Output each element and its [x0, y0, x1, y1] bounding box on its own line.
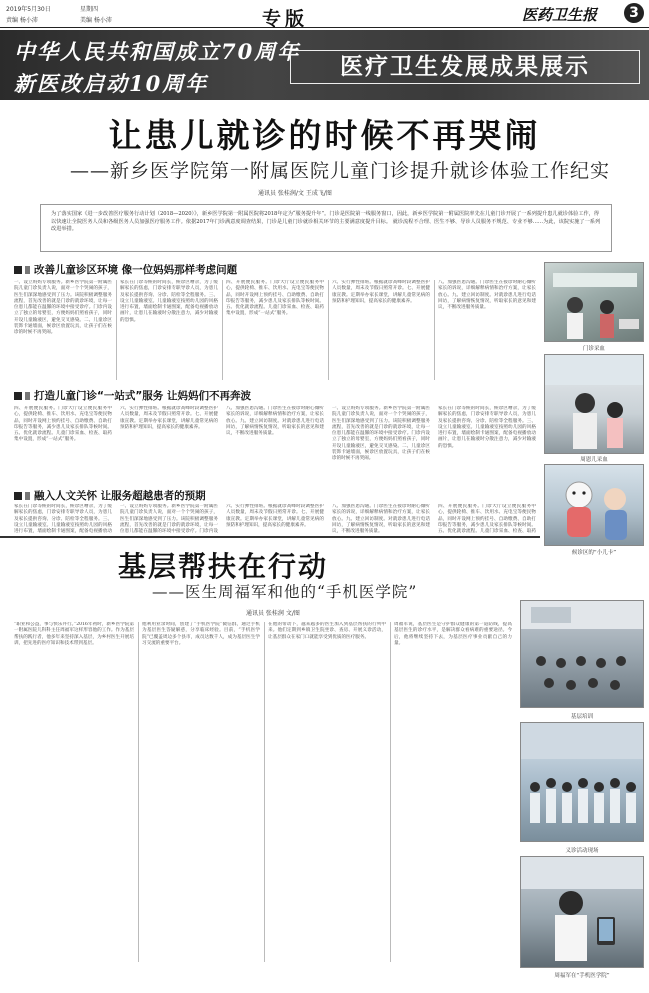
article1-column-1: 一、设立妈妈专项服务。新乡医学院第一附属医院儿童门诊负责人说，面对一个个哭闹的孩子，医生们深深地感受到了压力。该院积极调整服务流程，首先改善的就是门诊的就诊环境，让每一位患儿都能在温馨的环境中接受诊疗。门诊内设立了独立的母婴室，方便妈妈们照看孩子，同时开设儿童输液区，避免交叉感染。二、儿童诊区装饰卡通墙面，候诊区放置玩具，让孩子们在候诊的时候不再哭闹。 — [14, 280, 112, 336]
column-rule — [116, 280, 117, 380]
article1-column-4b: 一、设立妈妈专项服务。新乡医学院第一附属医院儿童门诊负责人说，面对一个个哭闹的孩子，医生们深深地感受到了压力。该院积极调整服务流程，首先改善的就是门诊的就诊环境，让每一位患儿都能在温馨的环境中接受诊疗。门诊内设立了独立的母婴室，方便妈妈们照看孩子，同时开设儿童输液区，避免交叉感染。二、儿童诊区装饰卡通墙面，候诊区放置玩具，让孩子们在候诊的时候不再哭闹。 — [332, 406, 430, 462]
heading-square-icon — [14, 492, 22, 500]
article2-headline: 基层帮扶在行动 — [118, 550, 329, 583]
section-heading-3-text: 融入人文关怀 让服务超越患者的预期 — [34, 490, 206, 502]
photo-grassroots-training — [520, 600, 644, 708]
newspaper-logo: 医药卫生报 — [522, 6, 598, 24]
photo-waiting-area — [544, 464, 644, 546]
photo-blood-draw — [544, 262, 644, 342]
article1-column-4: 六、实行弹性排班。根据就诊高峰时段调整医护人员数量，周末及节假日照常开诊。七、开展健康宣教。定期举办家长课堂，讲解儿童常见病的预防和护理知识，提高家长的健康素养。 — [332, 280, 430, 304]
designer-credit: 美编 杨小沛 — [80, 17, 112, 24]
article2-byline: 通讯员 张桂润 文/图 — [246, 610, 300, 617]
classroom-illustration — [521, 601, 644, 708]
article1-column-2: 家长在门诊等候的时间长，候诊区嘈杂，为了缓解家长的焦虑，门诊安排专职导诊人员，为患儿及家长提供咨询、分诊、陪检等全程服务。三、设立儿童输液室。儿童输液室按照幼儿园的风格进行布置，墙面绘制卡通图案，配备电视播放动画片，让患儿在输液时分散注意力，减少对输液的恐惧。 — [120, 280, 218, 323]
article1-column-3: 四、开展便民服务。门诊大厅设立便民服务中心，提供轮椅、推车、饮用水、充电宝等便民物品，同时开设网上预约挂号、自助缴费、自助打印报告等服务，减少患儿及家长排队等候时间。五、优化就诊流程。儿童门诊采血、检查、取药集中设置，形成“一站式”服务。 — [226, 280, 324, 317]
article2-column-1: “职业和公益，事与快乐并行。”2016年初时，新乡医学院第一附属医院儿科科主任周福军这样形容他的工作。作为基层帮扶的践行者，他多年来坚持深入基层，为乡村医生开展培训，把先进的医疗知识和技术带到基层。 — [14, 622, 134, 646]
banner-line-1: 中华人民共和国成立70周年 — [14, 39, 301, 64]
column-rule — [264, 622, 265, 962]
article1-byline: 通讯员 张桂润/文 王成飞/图 — [258, 190, 332, 197]
article2-subheadline: ——医生周福军和他的“手机医学院” — [152, 583, 418, 601]
people-illustration — [545, 263, 644, 342]
section-heading-1 — [14, 262, 237, 277]
photo-caption-2: 周恩儿采血 — [580, 457, 608, 463]
article1-column-2c: 一、设立妈妈专项服务。新乡医学院第一附属医院儿童门诊负责人说，面对一个个哭闹的孩子，医生们深深地感受到了压力。该院积极调整服务流程，首先改善的就是门诊的就诊环境，让每一位患儿都能在温馨的环境中接受诊疗。门诊内设 — [120, 504, 218, 534]
article1-headline: 让患儿就诊的时候不再哭闹 — [108, 116, 541, 155]
column-rule — [328, 280, 329, 380]
photo-caption-6: 周福军在“手机医学院” — [554, 973, 610, 979]
photo-mobile-medical-school — [520, 856, 644, 968]
article1-column-3c: 六、实行弹性排班。根据就诊高峰时段调整医护人员数量，周末及节假日照常开诊。七、开展健康宣教。定期举办家长课堂，讲解儿童常见病的预防和护理知识，提高家长的健康素养。 — [226, 504, 324, 528]
banner-title: 医疗卫生发展成果展示 — [290, 50, 640, 84]
article1-column-4c: 八、加强医患沟通。门诊医生在接诊时耐心倾听家长的诉说，详细解释病情和治疗方案，让家长放心。九、建立回访制度。对就诊患儿进行电话回访，了解病情恢复情况，听取家长的意见和建议，不断改进服务质量。 — [332, 504, 430, 534]
column-rule — [138, 622, 139, 962]
section-heading-2-text: 打造儿童门诊“一站式”服务 让妈妈们不再奔波 — [34, 390, 251, 402]
article1-intro: 为了落实国家《进一步改善医疗服务行动计划（2018—2020）》，新乡医学院第一附属医院将2018年定为“服务提升年”。门诊是医院第一线服务窗口，因此，新乡医学院第一附属医院率先在儿童门诊开展了一系列提升患儿就诊体验工作，得以快速让全院医务人员和各级医务人员加强医疗服务工作。依据2017年门诊满意度调查结果，门诊是儿童门诊就诊相关环节的主要满意度提升目标。 就诊流程不合理、医生不够、导诊人员服务不规范、专业不够……为此，该院实施了一系列改进举措。 — [40, 204, 612, 252]
doctor-illustration — [521, 857, 644, 968]
photo-caption-5: 义诊活动现场 — [565, 848, 599, 854]
mascot-illustration — [545, 465, 644, 546]
photo-child-blood-draw — [544, 354, 644, 454]
anniversary-banner — [0, 30, 649, 100]
section-label: 专版 — [262, 8, 309, 30]
issue-weekday: 星期四 — [80, 6, 99, 13]
article1-column-5b: 家长在门诊等候的时间长，候诊区嘈杂，为了缓解家长的焦虑，门诊安排专职导诊人员，为患儿及家长提供咨询、分诊、陪检等全程服务。三、设立儿童输液室。儿童输液室按照幼儿园的风格进行布置，墙面绘制卡通图案，配备电视播放动画片，让患儿在输液时分散注意力，减少对输液的恐惧。 — [438, 406, 536, 449]
section-heading-1-text: 改善儿童诊区环境 像一位妈妈那样考虑问题 — [34, 264, 238, 276]
photo-caption-4: 基层培训 — [570, 714, 593, 720]
section-heading-3 — [14, 488, 206, 503]
column-rule — [222, 280, 223, 380]
article1-column-3b: 八、加强医患沟通。门诊医生在接诊时耐心倾听家长的诉说，详细解释病情和治疗方案，让家长放心。九、建立回访制度。对就诊患儿进行电话回访，了解病情恢复情况，听取家长的意见和建议，不断改进服务质量。 — [226, 406, 324, 437]
article2-column-4: 周福军说，基层医生是守护群众健康的第一道防线，提高基层医生的诊疗水平，是解决群众看病难的重要途径。今后，他将继续坚持下去，为基层医疗事业贡献自己的力量。 — [394, 622, 512, 646]
banner-line-2: 新医改启动10周年 — [14, 71, 209, 96]
photo-free-clinic — [520, 722, 644, 842]
editor-credit: 责编 杨小沛 — [6, 17, 38, 24]
article1-column-1b: 四、开展便民服务。门诊大厅设立便民服务中心，提供轮椅、推车、饮用水、充电宝等便民物品，同时开设网上预约挂号、自助缴费、自助打印报告等服务，减少患儿及家长排队等候时间。五、优化就诊流程。儿童门诊采血、检查、取药集中设置，形成“一站式”服务。 — [14, 406, 112, 443]
section-heading-2 — [14, 388, 251, 403]
page-number: 3 — [624, 3, 644, 23]
heading-square-icon — [14, 392, 22, 400]
heading-bar-icon — [25, 266, 30, 274]
photo-caption-1: 门诊采血 — [582, 346, 605, 352]
article1-column-1c: 家长在门诊等候的时间长，候诊区嘈杂，为了缓解家长的焦虑，门诊安排专职导诊人员，为患儿及家长提供咨询、分诊、陪检等全程服务。三、设立儿童输液室。儿童输液室按照幼儿园的风格进行布置，墙面绘制卡通图案，配备电视播放动 — [14, 504, 112, 534]
heading-bar-icon — [25, 492, 30, 500]
article1-column-5c: 四、开展便民服务。门诊大厅设立便民服务中心，提供轮椅、推车、饮用水、充电宝等便民物品，同时开设网上预约挂号、自助缴费、自助打印报告等服务，减少患儿及家长排队等候时间。五、优化就诊流程。儿童门诊采血、检查、取药 — [438, 504, 536, 534]
article1-column-2b: 六、实行弹性排班。根据就诊高峰时段调整医护人员数量，周末及节假日照常开诊。七、开展健康宣教。定期举办家长课堂，讲解儿童常见病的预防和护理知识，提高家长的健康素养。 — [120, 406, 218, 430]
column-rule — [390, 622, 391, 962]
issue-date: 2019年5月30日 — [6, 6, 51, 13]
crowd-illustration — [521, 723, 644, 842]
article1-subheadline: ——新乡医学院第一附属医院儿童门诊提升就诊体验工作纪实 — [69, 160, 610, 182]
article2-column-2: 他利用业余时间，创建了“手机医学院”微信群，通过手机为基层医生答疑解惑，分享临床经验。目前，“手机医学院”已覆盖周边多个县市，成员达数千人，成为基层医生学习交流的重要平台。 — [142, 622, 260, 646]
photo-caption-3: 候诊区的“小儿卡” — [571, 550, 617, 556]
section-divider — [0, 536, 540, 538]
article2-column-3: 在他的带动下，越来越多的医生加入到基层帮扶的行列中来。他们定期到乡镇卫生院坐诊、查房、开展义诊活动，让基层群众在家门口就能享受到优质的医疗服务。 — [268, 622, 386, 640]
page-header — [0, 0, 649, 28]
article1-column-5: 八、加强医患沟通。门诊医生在接诊时耐心倾听家长的诉说，详细解释病情和治疗方案，让家长放心。九、建立回访制度。对就诊患儿进行电话回访，了解病情恢复情况，听取家长的意见和建议，不断改进服务质量。 — [438, 280, 536, 311]
column-rule — [434, 280, 435, 380]
people-illustration — [545, 355, 644, 454]
heading-bar-icon — [25, 392, 30, 400]
heading-square-icon — [14, 266, 22, 274]
